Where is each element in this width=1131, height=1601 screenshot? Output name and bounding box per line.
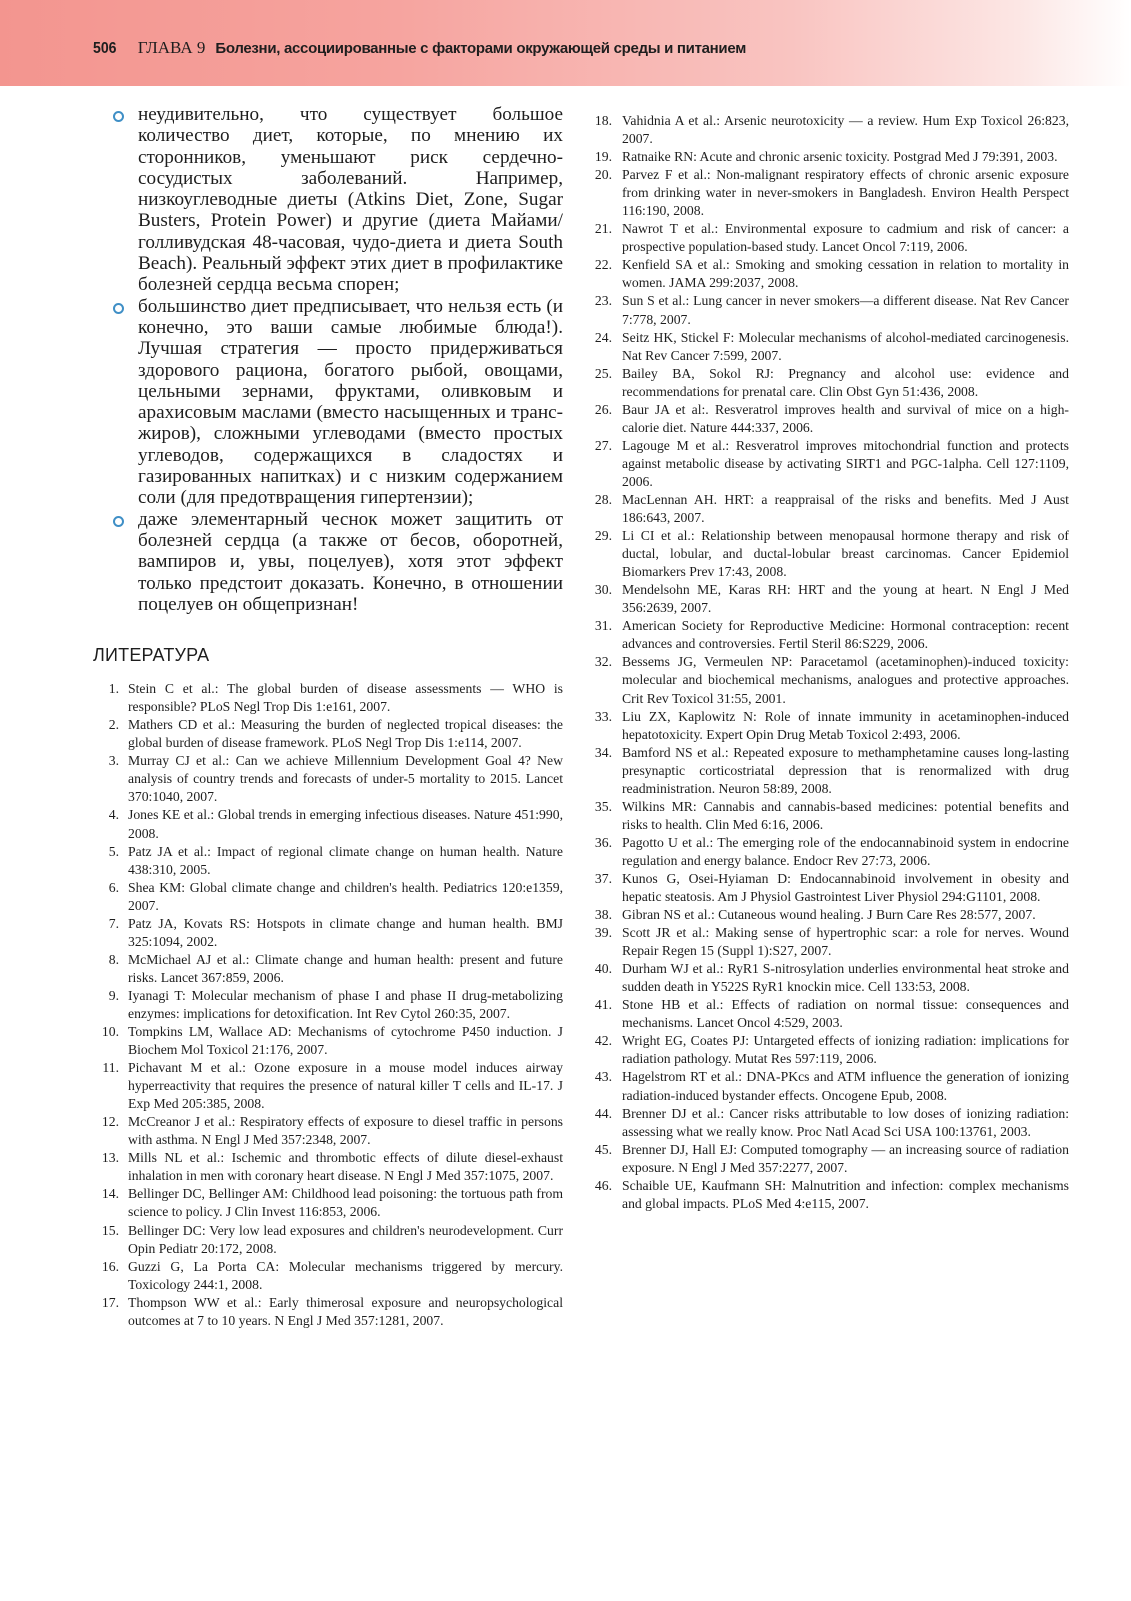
reference-number: 25. <box>594 365 612 381</box>
reference-item <box>93 680 563 716</box>
reference-item <box>591 708 1069 744</box>
reference-text: Sun S et al.: Lung cancer in never smokers—a different disease. Nat Rev Cancer 7:778, 2007. <box>622 293 1069 327</box>
reference-text: Jones KE et al.: Global trends in emerging infectious diseases. Nature 451:990, 2008. <box>128 807 563 841</box>
reference-text: Pagotto U et al.: The emerging role of the endocannabinoid system in endocrine regulation and energy balance. Endocr Rev 27:73, 2006. <box>622 834 1069 868</box>
reference-text: Brenner DJ, Hall EJ: Computed tomography — an increasing source of radiation exposure. N Engl J Med 357:2277, 2007. <box>622 1141 1069 1175</box>
reference-text: Ratnaike RN: Acute and chronic arsenic toxicity. Postgrad Med J 79:391, 2003. <box>622 149 1058 165</box>
references-list-right <box>591 112 1069 1213</box>
reference-item <box>93 1023 563 1059</box>
reference-text: Lagouge M et al.: Resveratrol improves mitochondrial function and protects against metabolic disease by activating SIRT1 and PGC-1alpha. Cell 127:1109, 2006. <box>622 437 1069 489</box>
chapter-label: ГЛАВА 9 <box>137 38 206 57</box>
reference-number: 43. <box>594 1069 612 1085</box>
reference-text: Scott JR et al.: Making sense of hypertrophic scar: a role for nerves. Wound Repair Regen 15 (Suppl 1):S27, 2007. <box>622 925 1069 959</box>
reference-item <box>591 653 1069 707</box>
reference-item <box>591 744 1069 798</box>
reference-text: McMichael AJ et al.: Climate change and human health: present and future risks. Lancet 367:859, 2006. <box>128 951 563 985</box>
reference-text: Seitz HK, Stickel F: Molecular mechanisms of alcohol-mediated carcinogenesis. Nat Rev Cancer 7:599, 2007. <box>622 329 1069 363</box>
reference-text: Durham WJ et al.: RyR1 S-nitrosylation underlies environmental heat stroke and sudden death in Y522S RyR1 knockin mice. Cell 133:53, 2008. <box>622 961 1069 995</box>
references-list-left <box>93 680 563 1330</box>
reference-text: Li CI et al.: Relationship between menopausal hormone therapy and risk of ductal, lobular, and ductal-lobular breast carcinomas. Cancer Epidemiol Biomarkers Prev 17:43, 2008. <box>622 528 1069 580</box>
bullet-list <box>93 104 563 615</box>
reference-item <box>93 1185 563 1221</box>
reference-number: 28. <box>594 491 612 507</box>
reference-number: 31. <box>594 618 612 634</box>
reference-number: 19. <box>594 149 612 165</box>
reference-text: Mathers CD et al.: Measuring the burden of neglected tropical diseases: the global burden of disease framework. PLoS Negl Trop Dis 1:e114, 2007. <box>128 717 563 751</box>
reference-item <box>591 491 1069 527</box>
bullet-item <box>93 296 563 509</box>
reference-text: Patz JA, Kovats RS: Hotspots in climate change and human health. BMJ 325:1094, 2002. <box>128 915 563 949</box>
reference-text: Bessems JG, Vermeulen NP: Paracetamol (acetaminophen)-induced toxicity: molecular and biochemical mechanisms, analogues and protective approaches. Crit Rev Toxicol 31:55, 2001. <box>622 654 1069 706</box>
reference-number: 1. <box>108 681 119 697</box>
reference-text: Stone HB et al.: Effects of radiation on normal tissue: consequences and mechanisms. Lancet Oncol 4:529, 2003. <box>622 997 1069 1031</box>
reference-number: 5. <box>108 843 119 859</box>
reference-item <box>93 1222 563 1258</box>
reference-item <box>591 1032 1069 1068</box>
reference-text: Guzzi G, La Porta CA: Molecular mechanisms triggered by mercury. Toxicology 244:1, 2008. <box>128 1258 563 1292</box>
reference-number: 8. <box>108 951 119 967</box>
reference-text: Pichavant M et al.: Ozone exposure in a mouse model induces airway hyperreactivity that requires the presence of natural killer T cells and IL-17. J Exp Med 205:385, 2008. <box>128 1060 563 1112</box>
reference-number: 27. <box>594 437 612 453</box>
reference-item <box>591 112 1069 148</box>
reference-text: McCreanor J et al.: Respiratory effects of exposure to diesel traffic in persons with asthma. N Engl J Med 357:2348, 2007. <box>128 1114 563 1148</box>
reference-number: 29. <box>594 528 612 544</box>
page-header <box>0 0 1131 86</box>
reference-item <box>591 166 1069 220</box>
reference-number: 30. <box>594 582 612 598</box>
reference-text: Kenfield SA et al.: Smoking and smoking cessation in relation to mortality in women. JAMA 299:2037, 2008. <box>622 257 1069 291</box>
reference-item <box>93 1149 563 1185</box>
reference-number: 33. <box>594 708 612 724</box>
reference-item <box>591 1141 1069 1177</box>
running-head <box>93 38 746 62</box>
reference-number: 37. <box>594 870 612 886</box>
reference-number: 23. <box>594 293 612 309</box>
reference-item <box>591 220 1069 256</box>
reference-number: 13. <box>101 1150 119 1166</box>
reference-text: Bailey BA, Sokol RJ: Pregnancy and alcohol use: evidence and recommendations for prenatal care. Clin Obst Gyn 51:436, 2008. <box>622 365 1069 399</box>
reference-item <box>591 906 1069 924</box>
reference-text: Nawrot T et al.: Environmental exposure to cadmium and risk of cancer: a prospective population-based study. Lancet Oncol 7:119, 2006. <box>622 221 1069 255</box>
reference-item <box>591 581 1069 617</box>
reference-text: American Society for Reproductive Medicine: Hormonal contraception: recent advances and controversies. Fertil Steril 86:S229, 2006. <box>622 618 1069 652</box>
right-column <box>591 112 1069 1213</box>
reference-text: Hagelstrom RT et al.: DNA-PKcs and ATM influence the generation of ionizing radiation-induced bystander effects. Oncogene Epub, 2008. <box>622 1069 1069 1103</box>
reference-text: Wilkins MR: Cannabis and cannabis-based medicines: potential benefits and risks to health. Clin Med 6:16, 2006. <box>622 798 1069 832</box>
bullet-text: даже элементарный чеснок может защитить от болезней сердца (а также от бесов, оборотней, вампиров и, увы, поцелуев), хотя этот эффект только предстоит доказать. Конечно, в отношении поцелуев он общепризнан! <box>138 508 563 615</box>
reference-item <box>93 716 563 752</box>
reference-text: Patz JA et al.: Impact of regional climate change on human health. Nature 438:310, 2005. <box>128 843 563 877</box>
reference-number: 38. <box>594 907 612 923</box>
reference-number: 42. <box>594 1033 612 1049</box>
page-number: 506 <box>93 40 117 57</box>
bullet-item <box>93 104 563 296</box>
reference-item <box>591 1068 1069 1104</box>
reference-item <box>591 798 1069 834</box>
reference-number: 36. <box>594 834 612 850</box>
reference-number: 26. <box>594 401 612 417</box>
reference-item <box>93 879 563 915</box>
left-column <box>93 104 563 1330</box>
reference-text: Baur JA et al:. Resveratrol improves health and survival of mice on a high-calorie diet. Nature 444:337, 2006. <box>622 401 1069 435</box>
chapter-title: Болезни, ассоциированные с факторами окружающей среды и питанием <box>215 40 746 57</box>
reference-number: 2. <box>108 717 119 733</box>
reference-number: 21. <box>594 221 612 237</box>
bullet-text: неудивительно, что существует большое количество диет, которые, по мнению их сторонников, уменьшают риск сердечно-сосудистых заболеваний. Например, низкоуглеводные диеты (Atkins Diet, Zone, Sugar Busters, Protein Power) и другие (диета Майами/голливудская 48-часовая, чудо-диета и диета South Beach). Реальный эффект этих диет в профилактике болезней сердца весьма спорен; <box>138 104 563 296</box>
reference-number: 3. <box>108 753 119 769</box>
reference-item <box>591 401 1069 437</box>
reference-text: Parvez F et al.: Non-malignant respiratory effects of chronic arsenic exposure from drinking water in never-smokers in Bangladesh. Environ Health Perspect 116:190, 2008. <box>622 167 1069 219</box>
reference-item <box>93 987 563 1023</box>
reference-item <box>93 915 563 951</box>
reference-number: 6. <box>108 879 119 895</box>
reference-number: 24. <box>594 329 612 345</box>
reference-text: Bamford NS et al.: Repeated exposure to methamphetamine causes long-lasting presynaptic corticostriatal depression that is renormalized with drug readministration. Neuron 58:89, 2008. <box>622 744 1069 796</box>
reference-item <box>591 924 1069 960</box>
reference-number: 32. <box>594 654 612 670</box>
reference-number: 34. <box>594 744 612 760</box>
reference-item <box>591 1105 1069 1141</box>
reference-number: 17. <box>101 1294 119 1310</box>
reference-text: Gibran NS et al.: Cutaneous wound healing. J Burn Care Res 28:577, 2007. <box>622 907 1036 923</box>
bullet-circle-icon <box>113 303 124 314</box>
bullet-circle-icon <box>113 111 124 122</box>
reference-item <box>591 292 1069 328</box>
reference-text: Shea KM: Global climate change and children's health. Pediatrics 120:e1359, 2007. <box>128 879 563 913</box>
bullet-text: большинство диет предписывает, что нельзя есть (и конечно, это ваши самые любимые блюда!). Лучшая стратегия — просто придерживаться здорового рациона, богатого рыбой, овощами, цельными зернами, фруктами, оливковым и арахисовым маслами (вместо насыщенных и транс-жиров), сложными углеводами (вместо простых углеводов, содержащихся в сладостях и газированных напитках) и с низким содержанием соли (для предотвращения гипертензии); <box>138 295 563 509</box>
reference-number: 12. <box>101 1114 119 1130</box>
reference-item <box>93 1294 563 1330</box>
reference-item <box>591 996 1069 1032</box>
reference-number: 44. <box>594 1105 612 1121</box>
reference-item <box>591 437 1069 491</box>
reference-number: 40. <box>594 961 612 977</box>
reference-item <box>93 1258 563 1294</box>
reference-text: Brenner DJ et al.: Cancer risks attributable to low doses of ionizing radiation: assessing what we really know. Proc Natl Acad Sci USA 100:13761, 2003. <box>622 1105 1069 1139</box>
reference-number: 4. <box>108 807 119 823</box>
reference-item <box>591 256 1069 292</box>
reference-text: Bellinger DC, Bellinger AM: Childhood lead poisoning: the tortuous path from science to policy. J Clin Invest 116:853, 2006. <box>128 1186 563 1220</box>
reference-item <box>93 1059 563 1113</box>
reference-text: Tompkins LM, Wallace AD: Mechanisms of cytochrome P450 induction. J Biochem Mol Toxicol 21:176, 2007. <box>128 1024 563 1058</box>
reference-item <box>591 834 1069 870</box>
reference-number: 20. <box>594 167 612 183</box>
reference-number: 16. <box>101 1258 119 1274</box>
reference-number: 7. <box>108 915 119 931</box>
reference-text: Kunos G, Osei-Hyiaman D: Endocannabinoid involvement in obesity and hepatic steatosis. Am J Physiol Gastrointest Liver Physiol 294:G1101, 2008. <box>622 870 1069 905</box>
reference-text: Mendelsohn ME, Karas RH: HRT and the young at heart. N Engl J Med 356:2639, 2007. <box>622 582 1069 616</box>
reference-text: Vahidnia A et al.: Arsenic neurotoxicity — a review. Hum Exp Toxicol 26:823, 2007. <box>622 113 1069 147</box>
reference-number: 39. <box>594 925 612 941</box>
reference-number: 46. <box>594 1177 612 1193</box>
reference-item <box>591 870 1069 906</box>
reference-number: 15. <box>101 1222 119 1238</box>
reference-text: Stein C et al.: The global burden of disease assessments — WHO is responsible? PLoS Negl Trop Dis 1:e161, 2007. <box>128 681 563 715</box>
reference-item <box>93 752 563 806</box>
reference-number: 18. <box>594 113 612 128</box>
bullet-circle-icon <box>113 516 124 527</box>
reference-number: 22. <box>594 257 612 273</box>
reference-text: Mills NL et al.: Ischemic and thrombotic effects of dilute diesel-exhaust inhalation in men with coronary heart disease. N Engl J Med 357:1075, 2007. <box>128 1150 563 1184</box>
reference-text: Bellinger DC: Very low lead exposures and children's neurodevelopment. Curr Opin Pediatr 20:172, 2008. <box>128 1222 563 1256</box>
reference-number: 9. <box>108 987 119 1003</box>
reference-item <box>591 365 1069 401</box>
bullet-item <box>93 509 563 615</box>
reference-number: 14. <box>101 1186 119 1202</box>
reference-text: Thompson WW et al.: Early thimerosal exposure and neuropsychological outcomes at 7 to 10 years. N Engl J Med 357:1281, 2007. <box>128 1294 563 1328</box>
reference-item <box>591 617 1069 653</box>
reference-item <box>591 329 1069 365</box>
references-heading: ЛИТЕРАТУРА <box>93 645 210 666</box>
reference-text: Schaible UE, Kaufmann SH: Malnutrition and infection: complex mechanisms and global impacts. PLoS Med 4:e115, 2007. <box>622 1177 1069 1211</box>
reference-item <box>591 1177 1069 1213</box>
reference-text: Murray CJ et al.: Can we achieve Millennium Development Goal 4? New analysis of country trends and forecasts of under-5 mortality to 2015. Lancet 370:1040, 2007. <box>128 753 563 805</box>
reference-item <box>591 960 1069 996</box>
reference-text: Liu ZX, Kaplowitz N: Role of innate immunity in acetaminophen-induced hepatotoxicity. Expert Opin Drug Metab Toxicol 2:493, 2006. <box>622 708 1069 742</box>
reference-item <box>591 148 1069 166</box>
reference-item <box>93 1113 563 1149</box>
reference-item <box>591 527 1069 581</box>
reference-text: Iyanagi T: Molecular mechanism of phase I and phase II drug-metabolizing enzymes: implications for detoxification. Int Rev Cytol 260:35, 2007. <box>128 987 563 1021</box>
reference-item <box>93 951 563 987</box>
reference-item <box>93 806 563 842</box>
reference-text: MacLennan AH. HRT: a reappraisal of the risks and benefits. Med J Aust 186:643, 2007. <box>622 491 1069 526</box>
reference-number: 41. <box>594 997 612 1013</box>
reference-number: 35. <box>594 798 612 814</box>
reference-number: 45. <box>594 1141 612 1157</box>
reference-number: 10. <box>101 1024 119 1040</box>
reference-text: Wright EG, Coates PJ: Untargeted effects of ionizing radiation: implications for radiation pathology. Mutat Res 597:119, 2006. <box>622 1033 1069 1067</box>
reference-item <box>93 843 563 879</box>
reference-number: 11. <box>102 1060 119 1076</box>
